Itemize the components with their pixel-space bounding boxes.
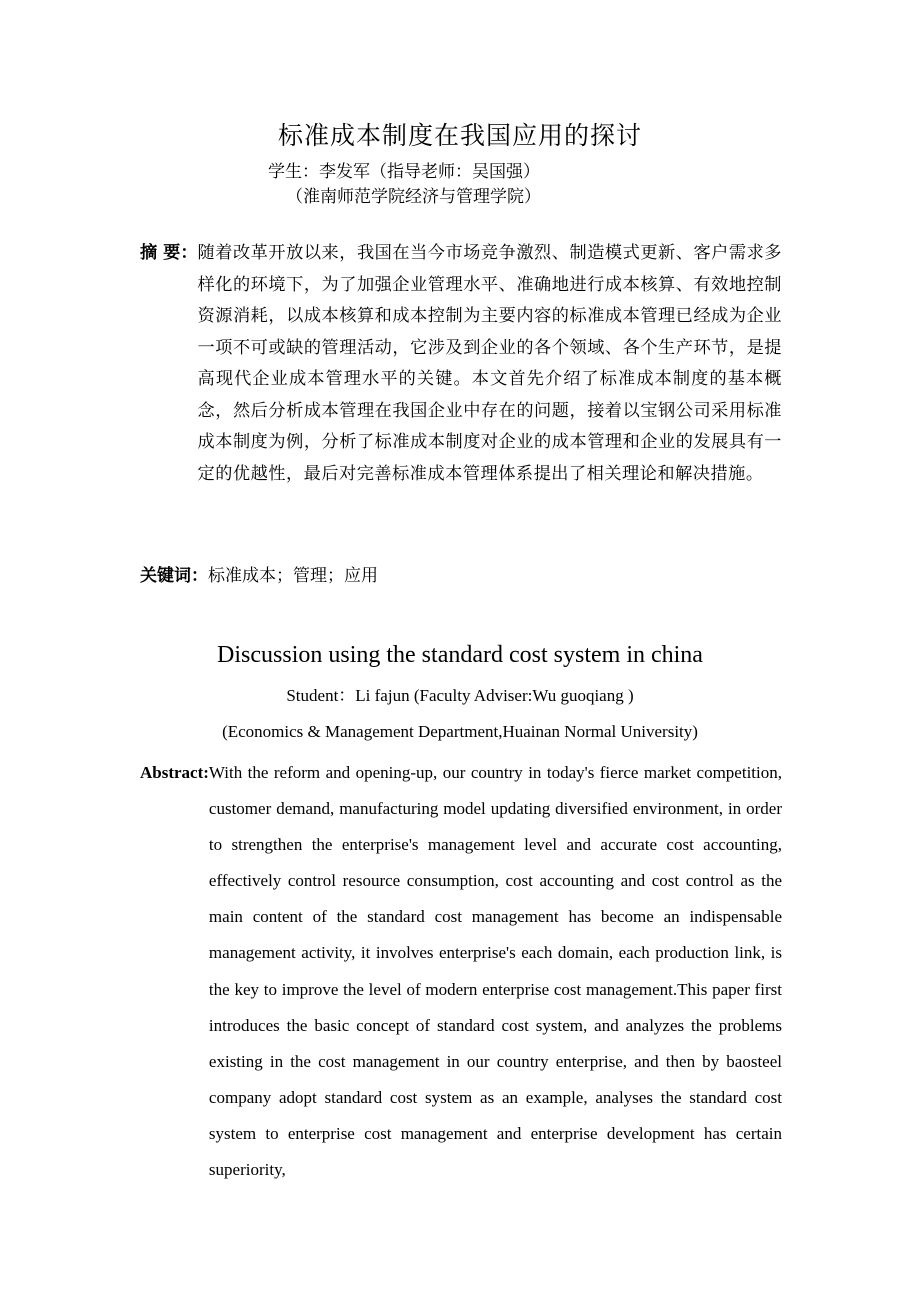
- chinese-keywords: [140, 562, 378, 590]
- chinese-abstract-text: 随着改革开放以来，我国在当今市场竞争激烈、制造模式更新、客户需求多样化的环境下，为了加强企业管理水平、准确地进行成本核算、有效地控制资源消耗，以成本核算和成本控制为主要内容的标准成本管理已经成为企业一项不可或缺的管理活动，它涉及到企业的各个领域、各个生产环节，是提高现代企业成本管理水平的关键。本文首先介绍了标准成本制度的基本概念，然后分析成本管理在我国企业中存在的问题，接着以宝钢公司采用标准成本制度为例，分析了标准成本制度对企业的成本管理和企业的发展具有一定的优越性，最后对完善标准成本管理体系提出了相关理论和解决措施。: [197, 243, 782, 484]
- chinese-abstract: [140, 238, 782, 490]
- chinese-keywords-label: 关键词：: [140, 566, 208, 586]
- english-title: Discussion using the standard cost system in china: [217, 642, 703, 668]
- chinese-title: 标准成本制度在我国应用的探讨: [277, 121, 642, 150]
- chinese-abstract-label: 摘 要：: [140, 243, 198, 263]
- english-abstract: [140, 755, 782, 1188]
- english-author-line: Student：Li fajun (Faculty Adviser:Wu guoqiang ): [286, 686, 634, 705]
- chinese-keywords-text: 标准成本；管理；应用: [208, 566, 378, 586]
- english-affiliation: (Economics & Management Department,Huainan Normal University): [222, 722, 698, 741]
- chinese-author-line: 学生：李发军（指导老师：吴国强）: [268, 162, 540, 182]
- english-abstract-label: Abstract:: [140, 763, 209, 782]
- english-abstract-text: With the reform and opening-up, our country in today's fierce market competition, customer demand, manufacturing model updating diversified environment, in order to strengthen the enterprise's management level and accurate cost accounting, effectively control resource consumption, cost accounting and cost control as the main content of the standard cost management has become an indispensable management activity, it involves enterprise's each domain, each production link, is the key to improve the level of modern enterprise cost management.This paper first introduces the basic concept of standard cost system, and analyzes the problems existing in the cost management in our country enterprise, and then by baosteel company adopt standard cost system as an example, analyses the standard cost system to enterprise cost management and enterprise development has certain superiority,: [208, 763, 782, 1180]
- chinese-affiliation: （淮南师范学院经济与管理学院）: [286, 187, 541, 207]
